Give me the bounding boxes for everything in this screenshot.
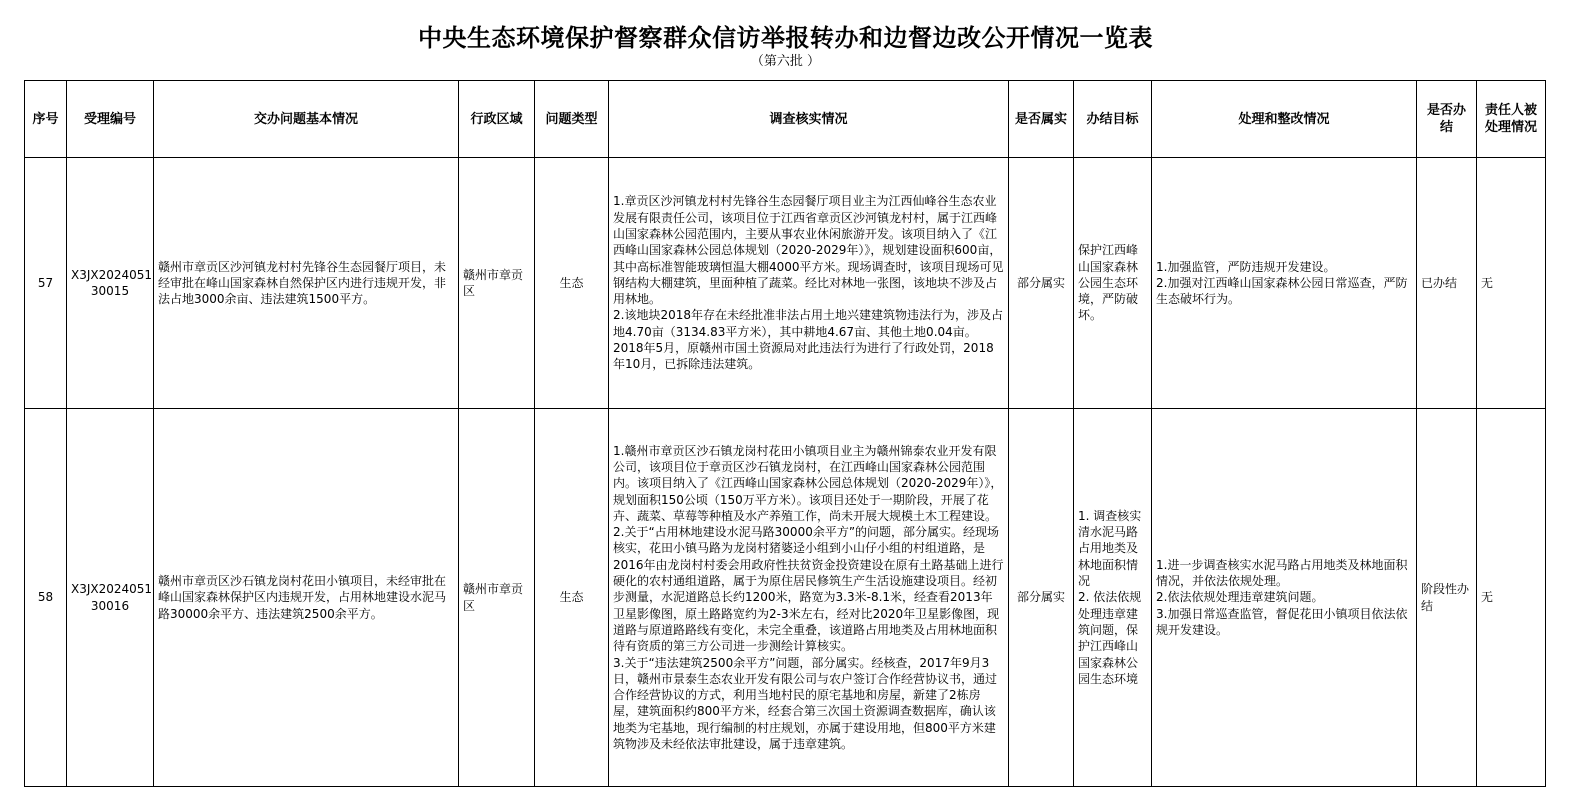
header-row bbox=[25, 81, 1546, 158]
header-region: 行政区域 bbox=[459, 81, 535, 158]
report-table bbox=[24, 80, 1546, 787]
cell-region: 赣州市章贡区 bbox=[459, 409, 535, 787]
cell-case-no: X3JX2024051 30015 bbox=[67, 158, 154, 409]
cell-seq: 58 bbox=[25, 409, 67, 787]
cell-type: 生态 bbox=[535, 158, 609, 409]
cell-handling: 1.加强监管，严防违规开发建设。 2.加强对江西峰山国家森林公园日常巡查，严防生态破坏行为。 bbox=[1152, 158, 1417, 409]
table-row bbox=[25, 409, 1546, 787]
cell-region: 赣州市章贡区 bbox=[459, 158, 535, 409]
cell-problem: 赣州市章贡区沙石镇龙岗村花田小镇项目，未经审批在峰山国家森林保护区内违规开发，占用林地建设水泥马路30000余平方、违法建筑2500余平方。 bbox=[154, 409, 459, 787]
cell-accountability: 无 bbox=[1477, 158, 1546, 409]
header-closed: 是否办结 bbox=[1417, 81, 1477, 158]
header-handling: 处理和整改情况 bbox=[1152, 81, 1417, 158]
header-type: 问题类型 bbox=[535, 81, 609, 158]
cell-investigation: 1.章贡区沙河镇龙村村先锋谷生态园餐厅项目业主为江西仙峰谷生态农业发展有限责任公司，该项目位于江西省章贡区沙河镇龙村村，属于江西峰山国家森林公园范围内，主要从事农业休闲旅游开发。该项目纳入了《江西峰山国家森林公园总体规划（2020-2029年）》，规划建设面积600亩，其中高标准智能玻璃恒温大棚4000平方米。现场调查时，该项目现场可见钢结构大棚建筑，里面种植了蔬菜。经比对林地一张图，该地块不涉及占用林地。 2.该地块2018年存在未经批准非法占用土地兴建建筑物违法行为，涉及占地4.70亩（3134.83平方米），其中耕地4.67亩、其他土地0.04亩。2018年5月，原赣州市国土资源局对此违法行为进行了行政处罚，2018年10月，已拆除违法建筑。 bbox=[609, 158, 1009, 409]
header-problem: 交办问题基本情况 bbox=[154, 81, 459, 158]
header-seq: 序号 bbox=[25, 81, 67, 158]
cell-handling: 1.进一步调查核实水泥马路占用地类及林地面积情况，并依法依规处理。 2.依法依规处理违章建筑问题。 3.加强日常巡查监管，督促花田小镇项目依法依规开发建设。 bbox=[1152, 409, 1417, 787]
cell-case-no: X3JX2024051 30016 bbox=[67, 409, 154, 787]
cell-closed: 已办结 bbox=[1417, 158, 1477, 409]
cell-goal: 保护江西峰山国家森林公园生态环境，严防破坏。 bbox=[1074, 158, 1152, 409]
cell-investigation: 1.赣州市章贡区沙石镇龙岗村花田小镇项目业主为赣州锦泰农业开发有限公司，该项目位于章贡区沙石镇龙岗村，在江西峰山国家森林公园范围内。该项目纳入了《江西峰山国家森林公园总体规划（2020-2029年）》，规划面积150公顷（150万平方米）。该项目还处于一期阶段，开展了花卉、蔬菜、草莓等种植及水产养殖工作，尚未开展大规模土木工程建设。 2.关于“占用林地建设水泥马路30000余平方”的问题，部分属实。经现场核实，花田小镇马路为龙岗村猪婆迳小组到小山仔小组的村组道路，是2016年由龙岗村村委会用政府性扶贫资金投资建设在原有土路基础上进行硬化的农村通组道路，属于为原住居民修筑生产生活设施建设项目。经初步测量，水泥道路总长约1200米，路宽为3.3米-8.1米，经查看2013年卫星影像图，原土路路宽约为2-3米左右，经对比2020年卫星影像图，现道路与原道路路线有变化，未完全重叠，该道路占用地类及占用林地面积待有资质的第三方公司进一步测绘计算核实。 3.关于“违法建筑2500余平方”问题，部分属实。经核查，2017年9月3日，赣州市景泰生态农业开发有限公司与农户签订合作经营协议书，通过合作经营协议的方式，利用当地村民的原宅基地和房屋，新建了2栋房屋，建筑面积约800平方米，经套合第三次国土资源调查数据库，确认该地类为宅基地，现行编制的村庄规划，亦属于建设用地，但800平方米建筑物涉及未经依法审批建设，属于违章建筑。 bbox=[609, 409, 1009, 787]
header-accountability: 责任人被处理情况 bbox=[1477, 81, 1546, 158]
cell-verified: 部分属实 bbox=[1009, 158, 1074, 409]
cell-closed: 阶段性办结 bbox=[1417, 409, 1477, 787]
header-investigation: 调查核实情况 bbox=[609, 81, 1009, 158]
header-verified: 是否属实 bbox=[1009, 81, 1074, 158]
cell-verified: 部分属实 bbox=[1009, 409, 1074, 787]
header-case-no: 受理编号 bbox=[67, 81, 154, 158]
cell-seq: 57 bbox=[25, 158, 67, 409]
cell-goal: 1. 调查核实清水泥马路占用地类及林地面积情况 2. 依法依规处理违章建筑问题，保护江西峰山国家森林公园生态环境 bbox=[1074, 409, 1152, 787]
page-title: 中央生态环境保护督察群众信访举报转办和边督边改公开情况一览表 bbox=[418, 24, 1153, 52]
cell-problem: 赣州市章贡区沙河镇龙村村先锋谷生态园餐厅项目，未经审批在峰山国家森林自然保护区内进行违规开发，非法占地3000余亩、违法建筑1500平方。 bbox=[154, 158, 459, 409]
cell-type: 生态 bbox=[535, 409, 609, 787]
cell-accountability: 无 bbox=[1477, 409, 1546, 787]
batch-subtitle: （第六批 ） bbox=[750, 54, 821, 69]
header-goal: 办结目标 bbox=[1074, 81, 1152, 158]
table-row bbox=[25, 158, 1546, 409]
